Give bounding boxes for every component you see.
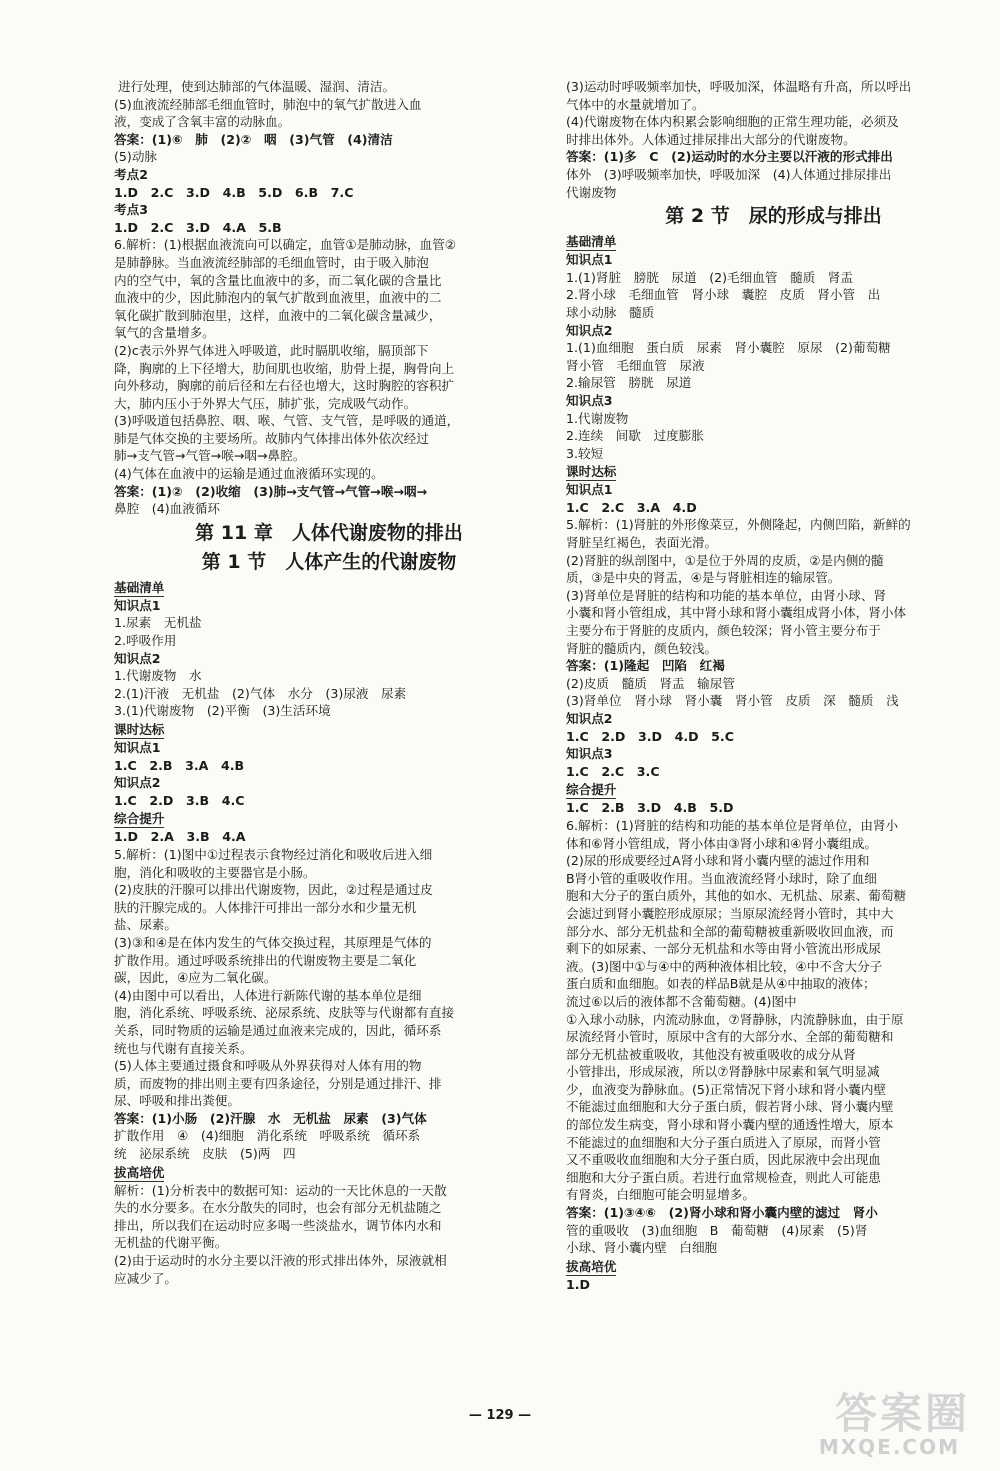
- text-line: 的部位发生病变，肾小球和肾小囊内壁的通透性增大，原本: [566, 1117, 894, 1133]
- text-line: 扩散作用。通过呼吸系统排出的代谢废物主要是二氧化: [114, 952, 417, 968]
- text-line: 5.解析：(1)图中①过程表示食物经过消化和吸收后进入细: [114, 846, 433, 862]
- subsection-row: [114, 1163, 544, 1182]
- text-line: 1.C 2.D 3.D 4.D 5.C: [566, 728, 734, 744]
- text-line: (5)动脉: [114, 149, 158, 165]
- section-heading: 第 2 节 尿的形成与排出: [665, 205, 882, 228]
- text-line: 知识点2: [566, 322, 613, 338]
- text-line: 主要分布于肾脏的皮质内，颜色较深；肾小管主要分布于: [566, 623, 881, 639]
- text-line: (2)皮质 髓质 肾盂 输尿管: [566, 675, 735, 691]
- text-line: 肺→支气管→气管→喉→咽→鼻腔。: [114, 448, 306, 464]
- text-line: 氧化碳扩散到肺泡里，这样，血液中的二氧化碳含量减少，: [114, 307, 442, 323]
- text-line: 答案：(1)⑥ 肺 (2)② 咽 (3)气管 (4)清洁: [114, 131, 393, 147]
- text-line: 2.连续 间歇 过度膨胀: [566, 428, 704, 444]
- subsection-label: 拔高培优: [114, 1164, 165, 1180]
- text-line: 答案：(1)③④⑥ (2)肾小球和肾小囊内壁的滤过 肾小: [566, 1205, 878, 1221]
- text-line: 胞，消化和吸收的主要器官是小肠。: [114, 864, 316, 880]
- text-line: 知识点2: [566, 711, 613, 726]
- text-line: 胞，消化系统、呼吸系统、泌尿系统、皮肤等与代谢都有直接: [114, 1005, 455, 1021]
- text-line: 失的水分要多。在水分散失的同时，也会有部分无机盐随之: [114, 1200, 442, 1216]
- text-line: 内的空气中，氧的含量比血液中的多，而二氧化碳的含量比: [114, 272, 442, 288]
- text-line: 时排出体外。人体通过排尿排出大部分的代谢废物。: [566, 131, 856, 147]
- text-line: 解析：(1)分析表中的数据可知：运动的一天比休息的一天散: [114, 1182, 447, 1198]
- text-line: 应减少了。: [114, 1270, 177, 1286]
- text-line: 肾脏呈红褐色，表面光滑。: [566, 535, 718, 551]
- text-line: 知识点1: [566, 252, 613, 268]
- text-line: (5)血液流经肺部毛细血管时，肺泡中的氧气扩散进入血: [114, 96, 422, 112]
- section-heading: 第 1 节 人体产生的代谢废物: [201, 550, 457, 573]
- text-line: (2)肾脏的纵剖图中，①是位于外周的皮质，②是内侧的髓: [566, 552, 884, 568]
- subsection-label: 拔高培优: [566, 1258, 617, 1274]
- text-line: 考点3: [114, 202, 148, 218]
- text-line: (2)皮肤的汗腺可以排出代谢废物，因此，②过程是通过皮: [114, 882, 433, 898]
- text-line: (3)呼吸道包括鼻腔、咽、喉、气管、支气管，是呼吸的通道，: [114, 413, 460, 429]
- text-line: 胞和大分子的蛋白质外，其他的如水、无机盐、尿素、葡萄糖: [566, 888, 907, 904]
- subsection-row: [566, 232, 981, 251]
- left-column: [114, 78, 544, 1287]
- subsection-label: 课时达标: [114, 722, 165, 737]
- text-line: 会滤过到肾小囊腔形成原尿；当原尿流经肾小管时，其中大: [566, 905, 894, 921]
- text-line: 向外移动，胸廓的前后径和左右径也增大，这时胸腔的容积扩: [114, 378, 455, 394]
- text-line: 5.解析：(1)肾脏的外形像菜豆，外侧隆起，内侧凹陷，新鲜的: [566, 517, 911, 533]
- text-line: 鼻腔 (4)血液循环: [114, 501, 220, 517]
- watermark-url: MXQE.COM: [818, 1435, 960, 1459]
- subsection-row: [114, 720, 544, 739]
- text-line: 答案：(1)小肠 (2)汗腺 水 无机盐 尿素 (3)气体: [114, 1110, 427, 1126]
- text-line: 知识点1: [566, 482, 613, 498]
- text-line: 管的重吸收 (3)血细胞 B 葡萄糖 (4)尿素 (5)肾: [566, 1222, 868, 1238]
- section-heading: 第 11 章 人体代谢废物的排出: [195, 521, 463, 544]
- text-line: 质，而废物的排出则主要有四条途径，分别是通过排汗、排: [114, 1075, 442, 1091]
- text-line: 液，变成了含氧丰富的动脉血。: [114, 114, 291, 130]
- text-line: 不能滤过血细胞和大分子蛋白质，假若肾小球、肾小囊内壁: [566, 1099, 894, 1115]
- text-line: 肺是气体交换的主要场所。故肺内气体排出体外依次经过: [114, 430, 429, 446]
- text-line: 知识点3: [566, 746, 613, 762]
- text-line: 知识点2: [114, 650, 161, 666]
- subsection-row: [566, 462, 981, 481]
- text-line: (2)由于运动时的水分主要以汗液的形式排出体外，尿液就相: [114, 1253, 447, 1269]
- text-line: 2.(1)汗液 无机盐 (2)气体 水分 (3)尿液 尿素: [114, 685, 407, 701]
- text-line: (2)c表示外界气体进入呼吸道，此时膈肌收缩，膈顶部下: [114, 342, 429, 358]
- text-line: 部分无机盐被重吸收，其他没有被重吸收的成分从肾: [566, 1046, 856, 1062]
- text-line: 1.(1)肾脏 膀胱 尿道 (2)毛细血管 髓质 肾盂: [566, 269, 853, 285]
- subsection-label: 基础清单: [566, 234, 617, 250]
- text-line: 2.输尿管 膀胱 尿道: [566, 375, 692, 391]
- text-line: 答案：(1)隆起 凹陷 红褐: [566, 658, 725, 674]
- text-line: 1.C 2.B 3.D 4.B 5.D: [566, 800, 734, 816]
- text-line: 3.较短: [566, 445, 604, 461]
- text-line: 尿流经肾小管时，原尿中含有的大部分水、全部的葡萄糖和: [566, 1029, 894, 1045]
- text-line: 降，胸廓的上下径增大，肋间肌也收缩，肋骨上提，胸骨向上: [114, 360, 455, 376]
- watermark-text: 答案圈: [834, 1389, 970, 1438]
- text-line: 扩散作用 ④ (4)细胞 消化系统 呼吸系统 循环系: [114, 1128, 421, 1144]
- text-line: 盐、尿素。: [114, 917, 177, 933]
- text-line: 答案：(1)多 C (2)运动时的水分主要以汗液的形式排出: [566, 149, 893, 165]
- subsection-label: 基础清单: [114, 579, 165, 595]
- text-line: 1.代谢废物: [566, 410, 629, 426]
- text-line: 关系，同时物质的运输是通过血液来完成的，因此，循环系: [114, 1022, 442, 1038]
- text-line: 又不重吸收血细胞和大分子蛋白质，因此尿液中会出现血: [566, 1152, 881, 1168]
- text-line: 有肾炎，白细胞可能会明显增多。: [566, 1187, 755, 1203]
- text-line: 进行处理，使到达肺部的气体温暖、湿润、清洁。: [118, 79, 396, 94]
- text-line: 气体中的水量就增加了。: [566, 96, 705, 112]
- text-line: 肤的汗腺完成的。人体排汗可排出一部分水和少量无机: [114, 899, 417, 915]
- text-line: B肾小管的重吸收作用。当血液流经肾小球时，除了血细: [566, 870, 877, 886]
- text-line: (4)由图中可以看出，人体进行新陈代谢的基本单位是细: [114, 987, 422, 1003]
- text-line: 质，③是中央的肾盂，④是与肾脏相连的输尿管。: [566, 570, 841, 586]
- text-line: 6.解析：(1)根据血液流向可以确定，血管①是肺动脉，血管②: [114, 237, 457, 253]
- text-line: (3)③和④是在体内发生的气体交换过程，其原理是气体的: [114, 934, 432, 950]
- text-line: 1.C 2.C 3.A 4.D: [566, 499, 697, 515]
- text-line: 体和⑥肾小管组成，肾小体由③肾小球和④肾小囊组成。: [566, 835, 877, 851]
- text-line: (3)运动时呼吸频率加快，呼吸加深，体温略有升高，所以呼出: [566, 79, 912, 94]
- text-line: 细胞和大分子蛋白质。若进行血常规检查，则此人可能患: [566, 1169, 881, 1185]
- text-line: 知识点1: [114, 740, 161, 755]
- text-line: 1.D: [566, 1276, 591, 1292]
- text-line: 肾脏的髓质内，颜色较浅。: [566, 640, 718, 656]
- text-line: 氧气的含量增多。: [114, 325, 215, 341]
- text-line: 答案：(1)② (2)收缩 (3)肺→支气管→气管→喉→咽→: [114, 483, 428, 499]
- text-line: 不能滤过的血细胞和大分子蛋白质进入了原尿，而肾小管: [566, 1134, 881, 1150]
- text-line: (5)人体主要通过摄食和呼吸从外界获得对人体有用的物: [114, 1058, 422, 1074]
- text-line: 部分水、部分无机盐和全部的葡萄糖被重新吸收回血液，而: [566, 923, 894, 939]
- text-line: (4)气体在血液中的运输是通过血液循环实现的。: [114, 466, 384, 482]
- text-line: 排出，所以我们在运动时应多喝一些淡盐水，调节体内水和: [114, 1217, 442, 1233]
- text-line: 1.尿素 无机盐: [114, 615, 202, 631]
- text-line: (2)尿的形成要经过A肾小球和肾小囊内壁的滤过作用和: [566, 853, 870, 869]
- text-line: 3.(1)代谢废物 (2)平衡 (3)生活环境: [114, 703, 331, 719]
- text-line: (4)代谢废物在体内积累会影响细胞的正常生理功能，必须及: [566, 114, 899, 130]
- text-line: 1.C 2.D 3.B 4.C: [114, 792, 245, 808]
- subsection-row: [566, 780, 981, 799]
- text-line: 统 泌尿系统 皮肤 (5)两 四: [114, 1146, 296, 1162]
- subsection-row: [566, 1257, 981, 1276]
- text-line: 无机盐的代谢平衡。: [114, 1235, 228, 1251]
- text-line: 体外 (3)呼吸频率加快，呼吸加深 (4)人体通过排尿排出: [566, 166, 892, 182]
- text-line: 1.D 2.A 3.B 4.A: [114, 829, 246, 845]
- text-line: 小球、肾小囊内壁 白细胞: [566, 1240, 718, 1256]
- text-line: 2.肾小球 毛细血管 肾小球 囊腔 皮质 肾小管 出: [566, 287, 881, 303]
- text-line: 考点2: [114, 166, 148, 182]
- subsection-label: 综合提升: [566, 782, 617, 798]
- text-line: 血液中的少，因此肺泡内的氧气扩散到血液里，血液中的二: [114, 290, 442, 306]
- text-line: 6.解析：(1)肾脏的结构和功能的基本单位是肾单位，由肾小: [566, 817, 899, 833]
- text-line: 尿、呼吸和排出粪便。: [114, 1093, 240, 1109]
- text-line: 剩下的如尿素、一部分无机盐和水等由肾小管流出形成尿: [566, 941, 881, 957]
- text-line: 大，肺内压小于外界大气压，肺扩张，完成吸气动作。: [114, 395, 417, 411]
- text-line: 蛋白质和血细胞。如表的样品B就是从④中抽取的液体；: [566, 976, 876, 992]
- watermark-logo: [768, 1381, 978, 1459]
- text-line: 代谢废物: [566, 184, 617, 200]
- text-line: 流过⑥以后的液体都不含葡萄糖。(4)图中: [566, 993, 797, 1009]
- text-line: 液。(3)图中①与④中的两种液体相比较，④中不含大分子: [566, 958, 883, 974]
- text-line: 1.代谢废物 水: [114, 668, 202, 684]
- text-line: (3)肾单位是肾脏的结构和功能的基本单位，由肾小球、肾: [566, 587, 887, 603]
- text-line: 碳，因此，④应为二氧化碳。: [114, 970, 277, 986]
- text-line: 知识点3: [566, 392, 613, 408]
- text-line: ①入球小动脉，内流动脉血，⑦肾静脉，内流静脉血，由于原: [566, 1011, 904, 1027]
- text-line: 1.D 2.C 3.D 4.B 5.D 6.B 7.C: [114, 184, 354, 200]
- text-line: 知识点1: [114, 597, 161, 613]
- text-line: 2.呼吸作用: [114, 633, 177, 649]
- subsection-label: 综合提升: [114, 811, 165, 827]
- text-line: 肾小管 毛细血管 尿液: [566, 357, 705, 373]
- text-line: 1.D 2.C 3.D 4.A 5.B: [114, 219, 282, 235]
- text-line: 是肺静脉。当血液流经肺部的毛细血管时，由于吸入肺泡: [114, 254, 429, 270]
- right-column: [566, 78, 981, 1293]
- text-line: 统也与代谢有直接关系。: [114, 1040, 253, 1056]
- text-line: 1.(1)血细胞 蛋白质 尿素 肾小囊腔 原尿 (2)葡萄糖: [566, 340, 891, 356]
- text-line: 小管排出，形成尿液，所以⑦肾静脉中尿素和氧气明显减: [566, 1064, 880, 1080]
- subsection-label: 课时达标: [566, 464, 617, 480]
- text-line: 小囊和肾小管组成，其中肾小球和肾小囊组成肾小体，肾小体: [566, 605, 907, 621]
- text-line: (3)肾单位 肾小球 肾小囊 肾小管 皮质 深 髓质 浅: [566, 693, 899, 709]
- subsection-row: [114, 809, 544, 828]
- text-line: 1.C 2.C 3.C: [566, 763, 660, 779]
- text-line: 球小动脉 髓质: [566, 304, 655, 320]
- subsection-row: [114, 578, 544, 597]
- text-line: 知识点2: [114, 775, 161, 791]
- text-line: 少，血液变为静脉血。(5)正常情况下肾小球和肾小囊内壁: [566, 1081, 887, 1097]
- text-line: 1.C 2.B 3.A 4.B: [114, 757, 245, 773]
- page-number: — 129 —: [468, 1408, 532, 1423]
